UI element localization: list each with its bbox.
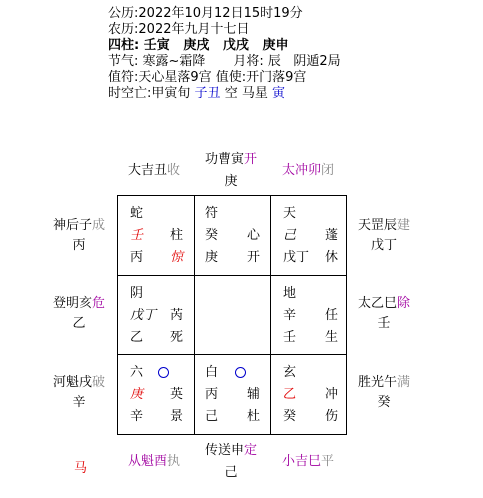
nine-palace-grid bbox=[117, 195, 347, 435]
jieqi-value: : 寒露~霜降 bbox=[134, 54, 206, 69]
cell-shen: 阴 bbox=[130, 286, 144, 301]
kongwang-zichou: 子丑 bbox=[194, 86, 221, 101]
outer-left-bot bbox=[53, 375, 105, 411]
cell-dipan: 壬 bbox=[283, 330, 297, 345]
cell-door: 开 bbox=[247, 250, 261, 265]
cell-shen: 符 bbox=[205, 206, 219, 221]
cell-star: 蓬 bbox=[325, 228, 339, 243]
outer-top-right-tag: 闭 bbox=[321, 163, 335, 178]
cell-dipan: 庚 bbox=[205, 250, 219, 265]
zhifu-line bbox=[108, 70, 306, 86]
cell-dipan: 戊丁 bbox=[283, 250, 310, 265]
outer-right-bot bbox=[358, 375, 410, 411]
outer-bot-left-main: 从魁酉 bbox=[128, 454, 168, 469]
sizhu-label: 四柱 bbox=[108, 38, 135, 53]
kongwang-prefix: 时空亡:甲寅旬 bbox=[108, 86, 191, 101]
cell-shen: 天 bbox=[283, 206, 297, 221]
palace-cell-3 bbox=[271, 196, 346, 275]
outer-right-top-tag: 建 bbox=[397, 218, 411, 233]
outer-bot-ma-text: 马 bbox=[74, 461, 88, 476]
outer-right-top-main: 天罡辰 bbox=[358, 218, 398, 233]
cell-tianpan: 庚 bbox=[130, 387, 144, 402]
kongwang-maxing: 马星 bbox=[241, 86, 268, 101]
cell-door: 死 bbox=[170, 330, 184, 345]
gongli-line bbox=[108, 6, 303, 22]
outer-right-bot-main: 胜光午 bbox=[358, 375, 398, 390]
outer-bot-right bbox=[282, 454, 334, 470]
cell-star: 英 bbox=[170, 387, 184, 402]
cell-dipan: 丙 bbox=[130, 250, 144, 265]
outer-right-mid bbox=[358, 296, 410, 332]
outer-bot-ma bbox=[74, 461, 87, 477]
kongwang-kong: 空 bbox=[224, 86, 238, 101]
outer-left-bot-sub: 辛 bbox=[72, 395, 86, 410]
sizhu-line bbox=[108, 38, 288, 54]
kongwang-circle-icon bbox=[235, 365, 246, 381]
gongli-value: :2022年10月12日15时19分 bbox=[134, 6, 303, 21]
cell-star: 辅 bbox=[247, 387, 261, 402]
nongli-label: 农历 bbox=[108, 22, 135, 37]
cell-door: 惊 bbox=[170, 250, 184, 265]
outer-left-mid-tag: 危 bbox=[92, 296, 106, 311]
cell-shen: 地 bbox=[283, 286, 297, 301]
outer-top-left-main: 大吉丑 bbox=[128, 163, 168, 178]
outer-bot-mid-main: 传送申 bbox=[205, 443, 245, 458]
cell-tianpan: 戊丁 bbox=[130, 308, 157, 323]
outer-bot-mid bbox=[205, 443, 257, 481]
outer-left-top-tag: 成 bbox=[92, 218, 106, 233]
palace-cell-7 bbox=[118, 355, 194, 434]
outer-bot-right-main: 小吉巳 bbox=[282, 454, 322, 469]
outer-left-top bbox=[53, 218, 105, 254]
cell-star: 柱 bbox=[170, 228, 184, 243]
sizhu-value: : 壬寅 庚戌 戊戌 庚申 bbox=[134, 38, 289, 53]
cell-shen: 蛇 bbox=[130, 206, 144, 221]
cell-star: 任 bbox=[325, 308, 339, 323]
outer-top-left-tag: 收 bbox=[167, 163, 181, 178]
outer-left-mid-sub: 乙 bbox=[72, 316, 86, 331]
cell-tianpan: 辛 bbox=[283, 308, 297, 323]
palace-cell-4 bbox=[118, 276, 194, 354]
outer-left-top-main: 神后子 bbox=[53, 218, 93, 233]
palace-cell-2 bbox=[195, 196, 270, 275]
cell-shen: 六 bbox=[130, 365, 144, 380]
cell-tianpan: 丙 bbox=[205, 387, 219, 402]
cell-tianpan: 乙 bbox=[283, 387, 297, 402]
outer-top-left bbox=[128, 163, 180, 179]
kongwang-yin: 寅 bbox=[272, 86, 286, 101]
cell-shen: 白 bbox=[205, 365, 219, 380]
cell-tianpan: 己 bbox=[283, 228, 297, 243]
outer-bot-right-tag: 平 bbox=[321, 454, 335, 469]
gongli-label: 公历 bbox=[108, 6, 135, 21]
cell-star: 心 bbox=[247, 228, 261, 243]
outer-right-mid-main: 太乙巳 bbox=[358, 296, 398, 311]
outer-top-mid bbox=[205, 152, 257, 190]
outer-right-mid-tag: 除 bbox=[397, 296, 411, 311]
outer-left-top-sub: 丙 bbox=[72, 238, 86, 253]
outer-top-mid-sub: 庚 bbox=[224, 174, 238, 189]
outer-right-top bbox=[358, 218, 410, 254]
cell-dipan: 癸 bbox=[283, 409, 297, 424]
nongli-line bbox=[108, 22, 249, 38]
outer-top-right-main: 太冲卯 bbox=[282, 163, 322, 178]
palace-cell-8 bbox=[195, 355, 270, 434]
palace-cell-1 bbox=[118, 196, 194, 275]
jieqi-line bbox=[108, 54, 341, 70]
outer-right-mid-sub: 壬 bbox=[377, 316, 391, 331]
kongwang-line bbox=[108, 86, 285, 102]
outer-left-mid-main: 登明亥 bbox=[53, 296, 93, 311]
cell-star: 冲 bbox=[325, 387, 339, 402]
cell-shen: 玄 bbox=[283, 365, 297, 380]
jieqi-label: 节气 bbox=[108, 54, 135, 69]
outer-left-mid bbox=[53, 296, 105, 332]
cell-tianpan: 癸 bbox=[205, 228, 219, 243]
outer-bot-left bbox=[128, 454, 180, 470]
cell-door: 生 bbox=[325, 330, 339, 345]
outer-top-right bbox=[282, 163, 334, 179]
outer-left-bot-tag: 破 bbox=[92, 375, 106, 390]
nongli-value: :2022年九月十七日 bbox=[134, 22, 250, 37]
cell-door: 休 bbox=[325, 250, 339, 265]
yuejiang-value: 月将: 辰 阴遁2局 bbox=[233, 54, 341, 69]
palace-cell-6 bbox=[271, 276, 346, 354]
palace-cell-5 bbox=[195, 276, 270, 354]
outer-right-bot-sub: 癸 bbox=[377, 395, 391, 410]
outer-top-mid-main: 功曹寅 bbox=[205, 152, 245, 167]
cell-dipan: 乙 bbox=[130, 330, 144, 345]
cell-dipan: 己 bbox=[205, 409, 219, 424]
palace-cell-9 bbox=[271, 355, 346, 434]
cell-door: 景 bbox=[170, 409, 184, 424]
outer-bot-mid-tag: 定 bbox=[244, 443, 258, 458]
outer-bot-left-tag: 执 bbox=[167, 454, 181, 469]
outer-bot-mid-sub: 己 bbox=[224, 465, 238, 480]
outer-left-bot-main: 河魁戌 bbox=[53, 375, 93, 390]
zhifu-value: 值符:天心星落9宫 值使:开门落9宫 bbox=[108, 70, 307, 85]
cell-tianpan: 壬 bbox=[130, 228, 144, 243]
outer-right-top-sub: 戊丁 bbox=[371, 238, 398, 253]
cell-dipan: 辛 bbox=[130, 409, 144, 424]
cell-door: 杜 bbox=[247, 409, 261, 424]
cell-door: 伤 bbox=[325, 409, 339, 424]
outer-right-bot-tag: 满 bbox=[397, 375, 411, 390]
cell-star: 芮 bbox=[170, 308, 184, 323]
kongwang-circle-icon bbox=[158, 365, 169, 381]
outer-top-mid-tag: 开 bbox=[244, 152, 258, 167]
